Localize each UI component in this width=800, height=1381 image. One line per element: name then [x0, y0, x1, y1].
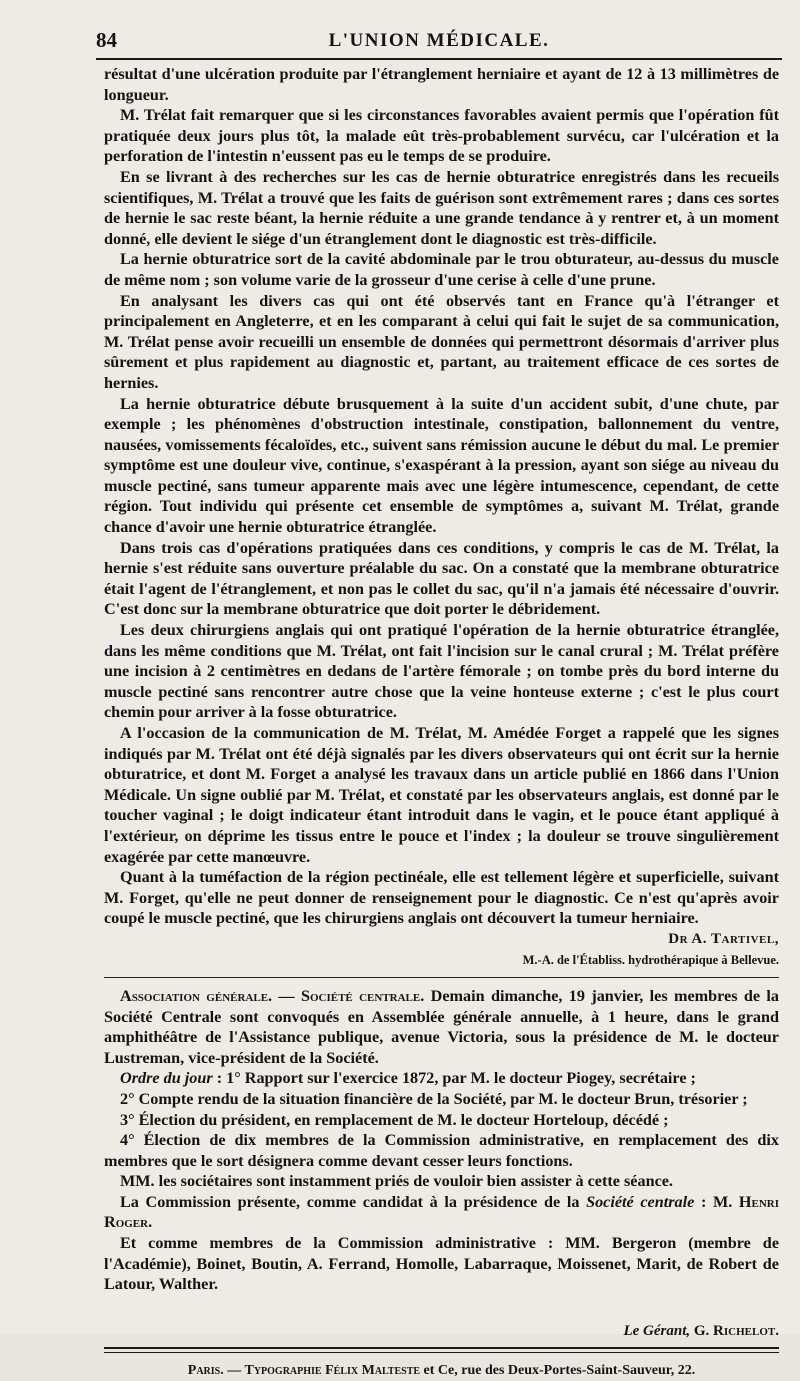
page-number: 84 — [96, 28, 117, 52]
printer-imprint — [104, 1361, 779, 1381]
author-name: Dr A. Tartivel, — [668, 930, 779, 947]
journal-title: L'UNION MÉDICALE. — [328, 30, 550, 51]
agenda-item: 2° Compte rendu de la situation financière de la Société, par M. le docteur Brun, trésorier ; — [120, 1089, 748, 1108]
candidate-prefix: La Commission présente, comme candidat à la présidence de la — [120, 1192, 580, 1211]
printer-suffix: et Ce, rue des Deux-Portes-Saint-Sauveur, 22. — [423, 1362, 696, 1378]
agenda-item: 4° Élection de dix membres de la Commission administrative, en remplacement des dix membres que le sort désignera comme devant cesser leurs fonctions. — [104, 1131, 779, 1170]
manager-name: G. Richelot. — [693, 1322, 779, 1339]
article-paragraph: En analysant les divers cas qui ont été observés tant en France qu'à l'étranger et principalement en Angleterre, et en les comparant à celui qui fait le sujet de sa communication, M. Trélat pense avoir recueilli un ensemble de données qui permettront désormais d'arriver plus sûrement et plus rapidement au diagnostic et, partant, au traitement efficace de ces sortes de hernies. — [104, 291, 779, 392]
notice-invitation: MM. les sociétaires sont instamment priés de vouloir bien assister à cette séance. — [120, 1172, 673, 1191]
header-divider — [96, 58, 782, 60]
footer-divider — [104, 1347, 779, 1349]
notice-heading: Association générale. — Société centrale. — [120, 986, 425, 1005]
article-paragraph: La hernie obturatrice débute brusquement à la suite d'un accident subit, d'une chute, par exemple ; les phénomènes d'obstruction intestinale, constipation, ballonnement du ventre, nausées, vomissements fécaloïdes, etc., suivent sans rémission aucune le début du mal. Le premier symptôme est une douleur vive, continue, s'exaspérant à la pression, ayant son siége au niveau du muscle pectiné, sans tumeur apparente mais avec une légère intumescence, cependant, de cette région. Tout individu qui présente cet ensemble de symptômes a, suivant M. Trélat, grande chance d'avoir une hernie obturatrice étranglée. — [104, 394, 779, 537]
candidate-paragraph — [104, 1192, 779, 1233]
manager-label: Le Gérant, — [623, 1322, 691, 1339]
notice-paragraph — [104, 986, 779, 1068]
article-paragraph: M. Trélat fait remarquer que si les circonstances favorables avaient permis que l'opération fût pratiquée deux jours plus tôt, la malade eût très-probablement survécu, car l'ulcération et la perforation de l'intestin n'eussent pas eu le temps de se produire. — [104, 106, 779, 166]
article-paragraph: résultat d'une ulcération produite par l'étranglement herniaire et ayant de 12 à 13 millimètres de longueur. — [104, 65, 779, 104]
article-paragraph: Les deux chirurgiens anglais qui ont pratiqué l'opération de la hernie obturatrice étranglée, dans les même conditions que M. Trélat, ont fait l'incision sur le canal crural ; M. Trélat préfère une incision à 2 centimètres en dedans de l'artère fémorale ; on tombe près du bord interne du muscle pectiné sans rencontrer autre chose que la veine honteuse externe ; c'est le plus court chemin pour arriver à la fosse obturatrice. — [104, 621, 779, 722]
author-affiliation: M.-A. de l'Établiss. hydrothérapique à Bellevue. — [522, 952, 779, 967]
candidate-society: Société centrale — [586, 1192, 695, 1211]
agenda-label: Ordre du jour — [120, 1069, 213, 1088]
article-paragraph: A l'occasion de la communication de M. Trélat, M. Amédée Forget a rappelé que les signes indiqués par M. Trélat ont été déjà signalés par les divers observateurs qui ont écrit sur la hernie obturatrice, et dont M. Forget a analysé les travaux dans un article publié en 1866 dans l'Union Médicale. Un signe oublié par M. Trélat, et constaté par les observateurs anglais, est donné par le toucher vaginal ; le doigt indicateur étant introduit dans le vagin, et le pouce étant appliqué à l'extérieur, on déprime les tissus entre le pouce et l'index ; la douleur se trouve singulièrement exagérée par cette manœuvre. — [104, 724, 779, 866]
commission-paragraph: Et comme membres de la Commission administrative : MM. Bergeron (membre de l'Académie), Boinet, Boutin, A. Ferrand, Homolle, Labarraque, Moissenet, Marit, de Robert de Latour, Walther. — [104, 1234, 779, 1294]
agenda-paragraph — [104, 1068, 779, 1089]
candidate-name: : M. Henri Roger. — [104, 1192, 780, 1232]
article-paragraph: La hernie obturatrice sort de la cavité abdominale par le trou obturateur, au-dessus du muscle de même nom ; son volume varie de la grosseur d'une cerise à celle d'une prune. — [104, 250, 779, 289]
section-divider — [104, 977, 779, 978]
agenda-item: : 1° Rapport sur l'exercice 1872, par M. le docteur Piogey, secrétaire ; — [216, 1069, 696, 1088]
page-header — [96, 28, 782, 52]
manager-signature — [104, 1321, 779, 1341]
article-paragraph: En se livrant à des recherches sur les cas de hernie obturatrice enregistrés dans les recueils scientifiques, M. Trélat a trouvé que les faits de guérison sont extrêmement rares ; dans ces sortes de hernie le sac reste béant, la hernie réduite a une grande tendance à y rentrer et, à un moment donné, elle devient le siége d'un étranglement dont le diagnostic est très-difficile. — [104, 167, 779, 248]
article-body — [104, 64, 779, 1381]
agenda-item: 3° Élection du président, en remplacement de M. le docteur Horteloup, décédé ; — [120, 1110, 669, 1129]
printer-name: Félix Malteste — [325, 1362, 421, 1378]
printer-prefix: Paris. — Typographie — [187, 1362, 322, 1378]
author-signature — [104, 929, 779, 949]
footer-divider-thin — [104, 1352, 779, 1353]
article-paragraph: Dans trois cas d'opérations pratiquées dans ces conditions, y compris le cas de M. Trélat, la hernie s'est réduite sans ouverture préalable du sac. On a constaté que la membrane obturatrice était l'agent de l'étranglement, et non pas le collet du sac, qu'il n'a jamais été nécessaire d'ouvrir. C'est donc sur la membrane obturatrice que doit porter le débridement. — [104, 538, 779, 619]
notice-intro: Demain dimanche, 19 janvier, les membres de la Société Centrale sont convoqués en Assemblée générale annuelle, à 1 heure, dans le grand amphithéâtre de l'Assistance publique, avenue Victoria, sous la présidence de M. le docteur Lustreman, vice-président de la Société. — [104, 986, 780, 1067]
article-paragraph: Quant à la tuméfaction de la région pectinéale, elle est tellement légère et superficielle, suivant M. Forget, qu'elle ne peut donner de renseignement pour le diagnostic. Ce n'est qu'après avoir coupé le muscle pectiné, que les chirurgiens anglais ont découvert la tumeur herniaire. — [104, 868, 779, 928]
